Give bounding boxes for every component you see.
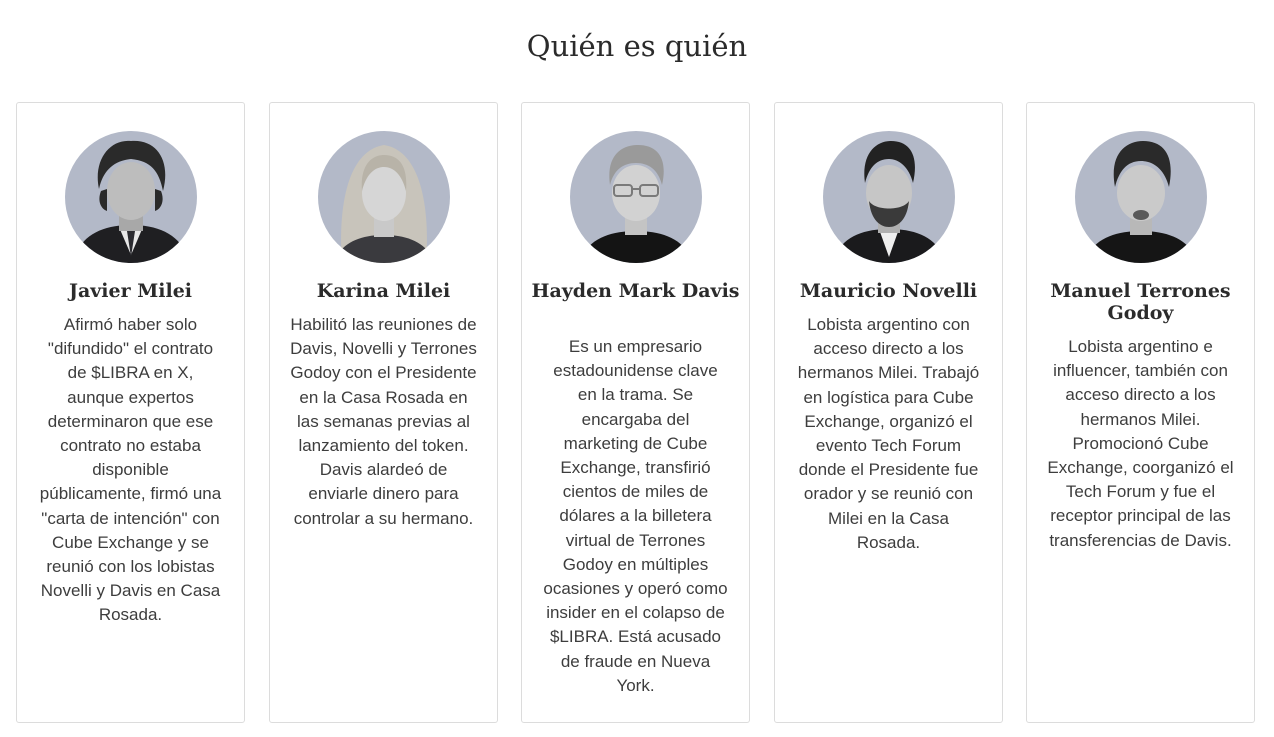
person-card-karina-milei bbox=[269, 102, 498, 723]
portrait-manuel-terrones-godoy bbox=[1075, 131, 1207, 263]
person-name: Mauricio Novelli bbox=[799, 280, 978, 302]
person-card-javier-milei bbox=[16, 102, 245, 723]
person-name: Manuel Terrones Godoy bbox=[1050, 280, 1231, 324]
person-bio: Es un empresario estadounidense clave en la trama. Se encargaba del marketing de Cube Exchange, transfirió cientos de miles de dólares a la billetera virtual de Terrones Godoy en múltiples ocasiones y operó como insider en el colapso de $LIBRA. Está acusado de fraude en Nueva York. bbox=[543, 337, 728, 695]
person-name: Javier Milei bbox=[68, 280, 193, 302]
person-bio: Habilitó las reuniones de Davis, Novelli y Terrones Godoy con el Presidente en la Casa Rosada en las semanas previas al lanzamiento del token. Davis alardeó de enviarle dinero para controlar a su hermano. bbox=[290, 315, 477, 528]
person-name: Hayden Mark Davis bbox=[531, 280, 740, 302]
section-title: Quién es quién bbox=[526, 29, 748, 63]
person-bio: Lobista argentino e influencer, también con acceso directo a los hermanos Milei. Promocionó Cube Exchange, coorganizó el Tech Forum y fue el receptor principal de las transferencias de Davis. bbox=[1047, 337, 1234, 550]
portrait-mauricio-novelli bbox=[823, 131, 955, 263]
portrait-karina-milei bbox=[318, 131, 450, 263]
person-name: Karina Milei bbox=[316, 280, 451, 302]
person-bio: Afirmó haber solo "difundido" el contrato de $LIBRA en X, aunque expertos determinaron que ese contrato no estaba disponible públicamente, firmó una "carta de intención" con Cube Exchange y se reunió con los lobistas Novelli y Davis en Casa Rosada. bbox=[39, 315, 222, 625]
portrait-hayden-mark-davis bbox=[570, 131, 702, 263]
person-card-manuel-terrones-godoy bbox=[1026, 102, 1255, 723]
person-card-hayden-mark-davis bbox=[521, 102, 750, 723]
person-bio: Lobista argentino con acceso directo a los hermanos Milei. Trabajó en logística para Cube Exchange, organizó el evento Tech Forum donde el Presidente fue orador y se reunió con Milei en la Casa Rosada. bbox=[797, 315, 980, 552]
portrait-javier-milei bbox=[65, 131, 197, 263]
person-card-mauricio-novelli bbox=[774, 102, 1003, 723]
